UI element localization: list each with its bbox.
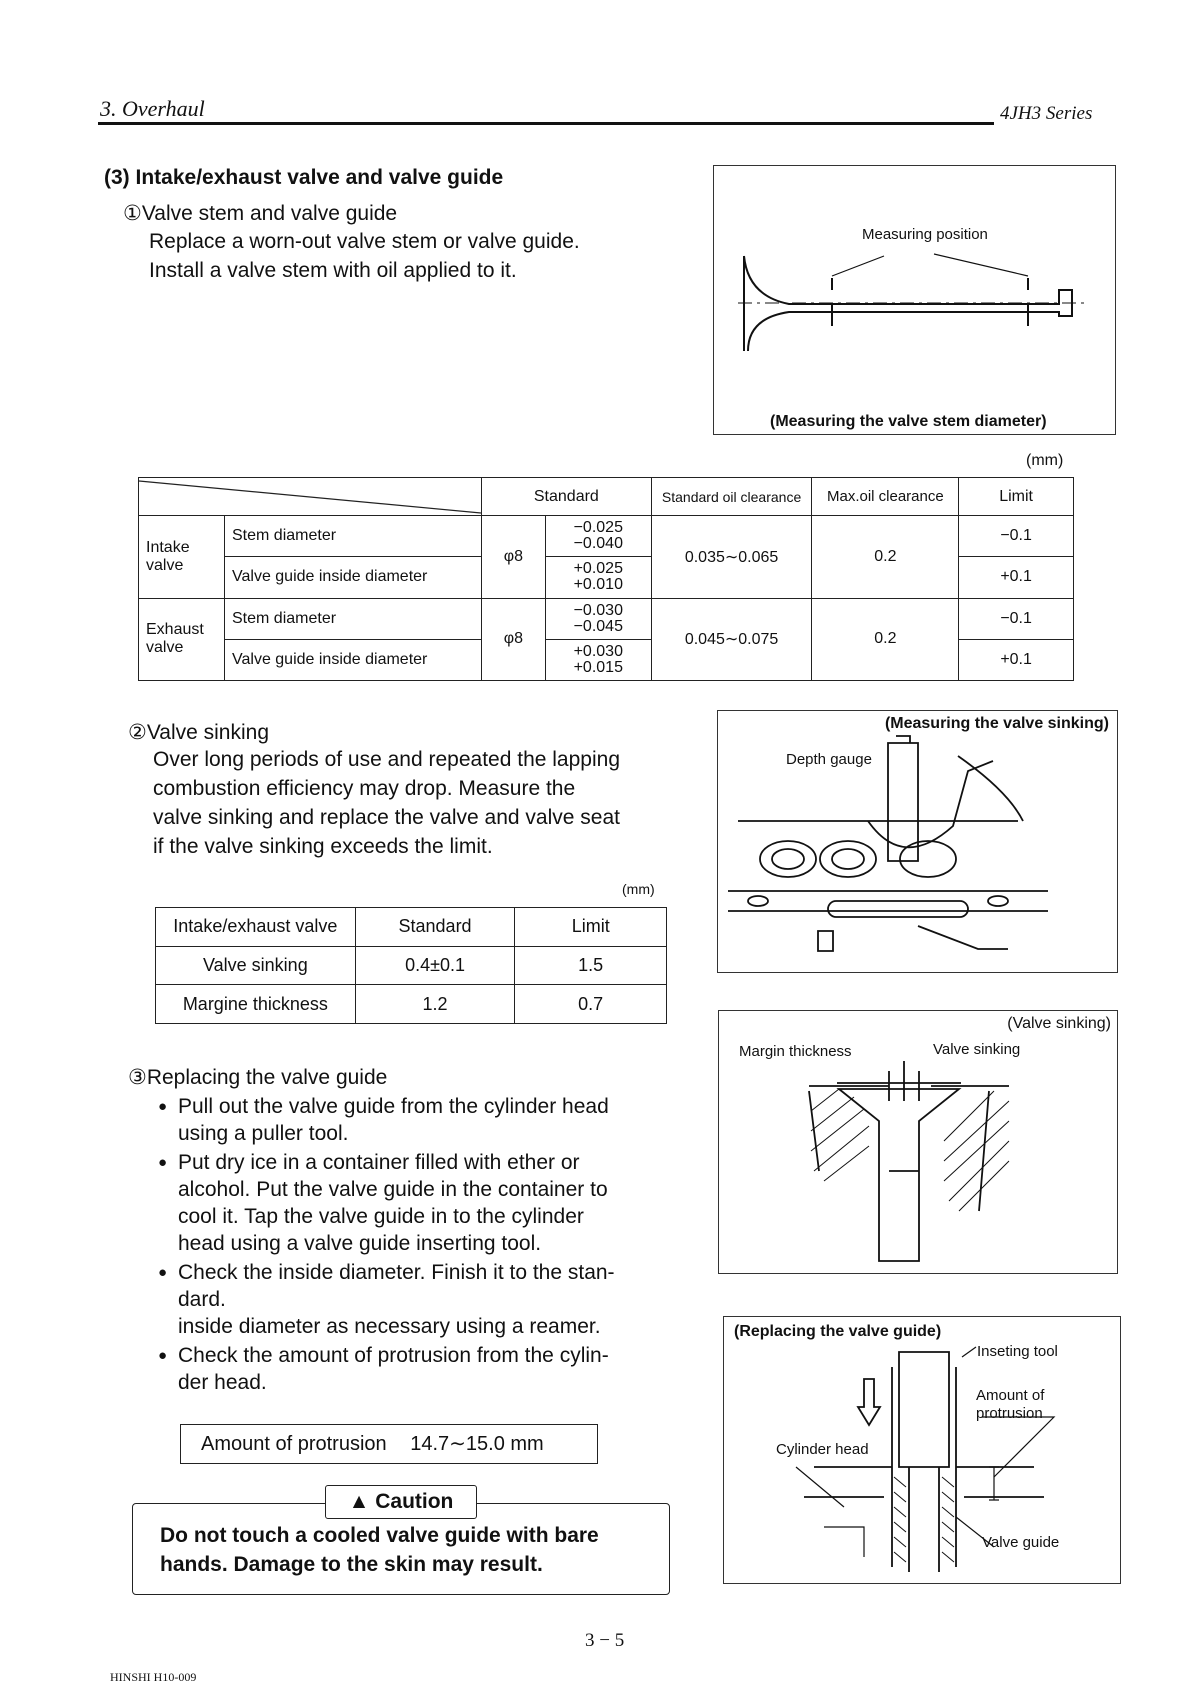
series-label: 4JH3 Series	[1000, 103, 1093, 124]
tol-lower: −0.040	[573, 535, 623, 553]
bullet-line: inside diameter as necessary using a reamer.	[178, 1315, 601, 1338]
sub2-line: valve sinking and replace the valve and valve seat	[153, 806, 620, 829]
sub2-heading: ②Valve sinking	[128, 721, 270, 744]
valve-section-illustration	[719, 1011, 1117, 1273]
protrusion-spec-box	[180, 1424, 598, 1464]
tol-upper: −0.030	[573, 601, 623, 619]
tolerance-cell	[545, 639, 651, 680]
tol-upper: +0.030	[573, 642, 623, 660]
bullet-line: cool it. Tap the valve guide in to the cylinder	[178, 1205, 584, 1228]
sub3-heading: ③Replacing the valve guide	[128, 1066, 388, 1089]
sub2-line: combustion efficiency may drop. Measure the	[153, 777, 576, 800]
limit-cell: +0.1	[959, 557, 1074, 598]
sub1-line: Replace a worn-out valve stem or valve guide.	[149, 230, 580, 253]
sub2-line: Over long periods of use and repeated the lapping	[153, 748, 620, 771]
t2-header: Standard	[355, 908, 515, 947]
t2-cell: 1.2	[355, 985, 515, 1024]
table1-unit: (mm)	[1026, 452, 1064, 469]
bullet-line: dard.	[178, 1288, 226, 1311]
limit-cell: −0.1	[959, 598, 1074, 639]
section-title: (3) Intake/exhaust valve and valve guide	[104, 166, 504, 189]
t2-cell: 0.4±0.1	[355, 946, 515, 985]
figure-replacing-guide	[723, 1316, 1121, 1584]
max-clearance-cell: 0.2	[812, 516, 959, 598]
amount-line: protrusion	[976, 1405, 1043, 1422]
phi-cell: φ8	[482, 598, 546, 680]
caution-line: Do not touch a cooled valve guide with bare	[160, 1524, 599, 1547]
header-oil-clearance: Standard oil clearance	[651, 478, 812, 516]
sub1-line: Install a valve stem with oil applied to it.	[149, 259, 517, 282]
protrusion-label: Amount of protrusion	[201, 1433, 387, 1455]
bullet-item	[158, 1259, 678, 1340]
bullet-line: ● Pull out the valve guide from the cylinder head	[178, 1095, 609, 1118]
bullet-line: alcohol. Put the valve guide in the container to	[178, 1178, 608, 1201]
caution-tag	[325, 1485, 477, 1519]
diagonal-line	[139, 479, 481, 515]
depth-gauge-label: Depth gauge	[786, 751, 872, 768]
protrusion-value: 14.7∼15.0 mm	[410, 1433, 544, 1455]
bullet-line: ● Check the amount of protrusion from the cylin-	[178, 1344, 609, 1367]
bullet-line: using a puller tool.	[178, 1122, 349, 1145]
sub2-line: if the valve sinking exceeds the limit.	[153, 835, 493, 858]
footer-code: HINSHI H10-009	[110, 1670, 197, 1684]
header-max-clearance: Max.oil clearance	[812, 478, 959, 516]
corner-cell	[139, 478, 482, 516]
measuring-position-label: Measuring position	[862, 226, 988, 243]
item-cell: Valve guide inside diameter	[225, 639, 482, 680]
inseting-tool-label: Inseting tool	[977, 1343, 1058, 1360]
t2-header: Limit	[515, 908, 667, 947]
bullet-item	[158, 1149, 678, 1257]
item-cell: Stem diameter	[225, 516, 482, 557]
figure-valve-stem	[713, 165, 1116, 435]
fig1-caption: (Measuring the valve stem diameter)	[770, 413, 1047, 430]
fig2-caption: (Measuring the valve sinking)	[884, 715, 1109, 732]
bullet-line: head using a valve guide inserting tool.	[178, 1232, 542, 1255]
valve-sinking-table	[155, 907, 667, 1024]
limit-cell: −0.1	[959, 516, 1074, 557]
tolerance-cell	[545, 516, 651, 557]
bullet-line: der head.	[178, 1371, 267, 1394]
valve-sinking-label: Valve sinking	[933, 1041, 1021, 1058]
caution-text	[160, 1521, 599, 1579]
amount-line: Amount of	[976, 1387, 1045, 1404]
t2-header: Intake/exhaust valve	[156, 908, 356, 947]
caution-title: Caution	[375, 1490, 454, 1513]
tolerance-cell	[545, 557, 651, 598]
header-limit: Limit	[959, 478, 1074, 516]
valve-dimension-table	[138, 477, 1074, 681]
bullet-item	[158, 1093, 678, 1147]
warning-icon: ▲	[348, 1490, 370, 1513]
tol-upper: +0.025	[573, 560, 623, 578]
section-header: 3. Overhaul	[100, 96, 205, 121]
group-exhaust: Exhaust valve	[139, 598, 225, 680]
t2-cell: Valve sinking	[156, 946, 356, 985]
bullet-line: ● Check the inside diameter. Finish it to the stan-	[178, 1261, 615, 1284]
t2-cell: Margine thickness	[156, 985, 356, 1024]
clearance-cell: 0.035∼0.065	[651, 516, 812, 598]
tolerance-cell	[545, 598, 651, 639]
clearance-cell: 0.045∼0.075	[651, 598, 812, 680]
sub1-body	[149, 227, 580, 285]
t2-cell: 1.5	[515, 946, 667, 985]
tol-lower: +0.015	[573, 658, 623, 676]
sub1-heading: ①Valve stem and valve guide	[123, 202, 398, 225]
max-clearance-cell: 0.2	[812, 598, 959, 680]
valve-stem-illustration	[714, 166, 1114, 434]
page-number: 3 − 5	[585, 1630, 625, 1651]
tol-lower: −0.045	[573, 617, 623, 635]
caution-line: hands. Damage to the skin may result.	[160, 1553, 543, 1576]
fig4-caption: (Replacing the valve guide)	[734, 1323, 942, 1340]
depth-gauge-illustration	[718, 711, 1116, 971]
guide-insert-illustration	[724, 1317, 1120, 1583]
t2-cell: 0.7	[515, 985, 667, 1024]
item-cell: Stem diameter	[225, 598, 482, 639]
group-intake: Intake valve	[139, 516, 225, 598]
tol-upper: −0.025	[573, 519, 623, 537]
sub2-body	[153, 745, 620, 861]
bullet-line: ● Put dry ice in a container filled with ether or	[178, 1151, 580, 1174]
fig3-caption: (Valve sinking)	[1007, 1015, 1111, 1032]
phi-cell: φ8	[482, 516, 546, 598]
limit-cell: +0.1	[959, 639, 1074, 680]
item-cell: Valve guide inside diameter	[225, 557, 482, 598]
tol-lower: +0.010	[573, 576, 623, 594]
header-standard: Standard	[482, 478, 652, 516]
header-rule	[98, 122, 994, 125]
sub3-bullets	[158, 1093, 678, 1398]
valve-guide-label: Valve guide	[982, 1534, 1060, 1551]
figure-measuring-sinking	[717, 710, 1118, 973]
figure-valve-sinking	[718, 1010, 1118, 1274]
bullet-item	[158, 1342, 678, 1396]
table2-unit: (mm)	[622, 881, 655, 897]
margin-thickness-label: Margin thickness	[739, 1043, 852, 1060]
cylinder-head-label: Cylinder head	[776, 1441, 869, 1458]
